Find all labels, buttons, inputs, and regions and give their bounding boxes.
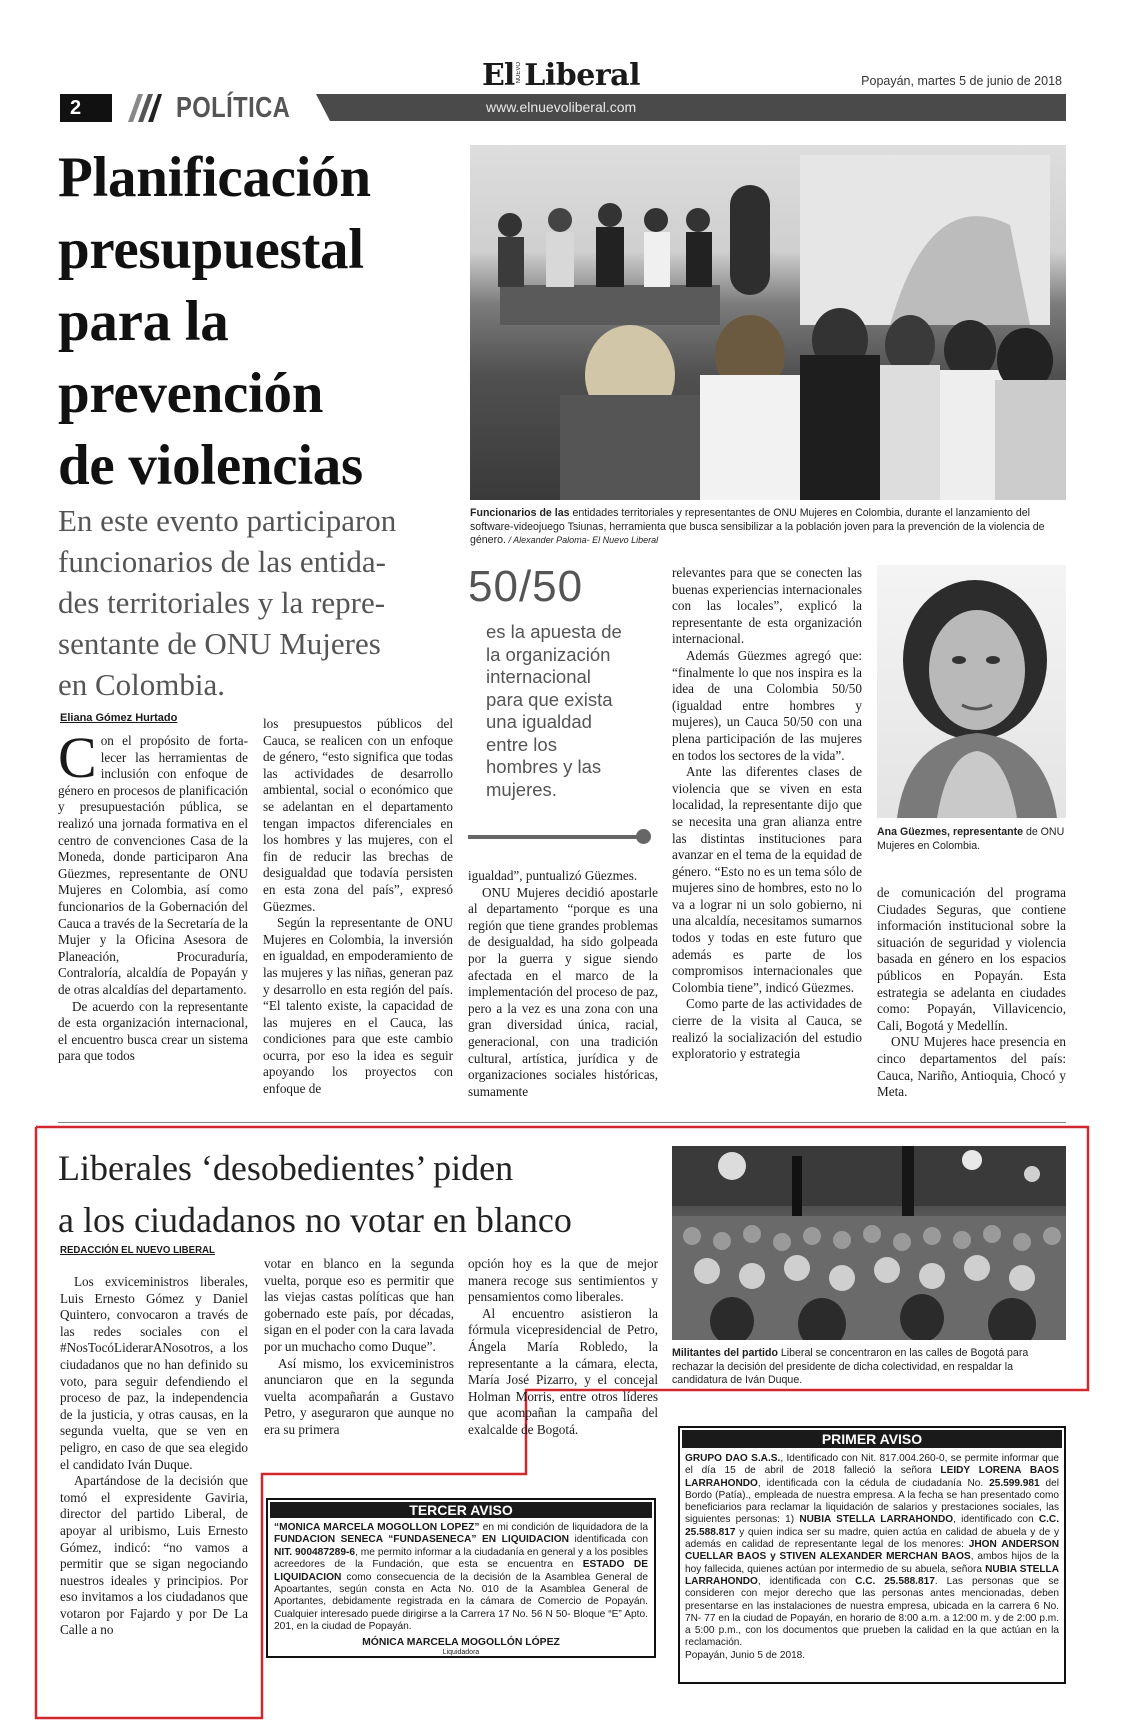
paragraph: opción hoy es la que de mejor manera recoge sus sentimientos y pensamientos como liberales. bbox=[468, 1256, 658, 1305]
paragraph: Ante las diferentes clases de violencia que se viven en esta localidad, la representante dijo que se necesita una gran alianza entre las distintas instituciones para avanzar en el tema de la equidad de género. “Esto no es un tema sólo de mujeres sino de hombres, esto no lo va a lograr ni un solo gobierno, ni una alcaldía, necesitamos sumarnos todos y todas en este futuro que además es parte de los compromisos internacionales que Colombia tiene”, indicó Güezmes. bbox=[672, 764, 862, 995]
paragraph-text: on el propósito de fortalecer las herramientas de inclusión con enfoque de género en procesos de planificación y presupuestación pública, se realizó una jornada formativa en el centro de convenciones Casa de la Moneda, donde participaron Ana Güezmes, representante de ONU Mujeres en Colombia, así como funcionarios de la Gobernación del Cauca a través de la Secretaría de la Mujer y la Oficina Asesora de Planeación, Procuraduría, Contraloría, alcaldía de Popayán y de otras alcaldías del departamento. bbox=[58, 733, 249, 997]
legal-notice-tercer bbox=[266, 1498, 656, 1658]
paragraph: Además Güezmes agregó que: “finalmente lo que nos inspira es la idea de una Colombia 50/50 (igualdad entre hombres y mujeres), un Cauca 50/50 con una plena participación de las mujeres en todos los sectores de la vida”. bbox=[672, 647, 862, 763]
notice-bold: ESTADO DE LIQUIDACION bbox=[274, 1559, 648, 1583]
notice-signature: MÓNICA MARCELA MOGOLLÓN LÓPEZ bbox=[362, 1636, 560, 1648]
notice-title: PRIMER AVISO bbox=[682, 1430, 1062, 1448]
rally-photo bbox=[672, 1146, 1066, 1340]
caption-lead: Funcionarios de las bbox=[470, 507, 570, 519]
quote-line: es la apuesta de bbox=[486, 621, 622, 642]
notice-text: identificada con bbox=[569, 1534, 648, 1546]
paragraph: ONU Mujeres decidió apostarle al departamento “porque es una región que tiene grandes problemas de desigualdad, ha sido golpeada por la guerra y sigue siendo afectada en el marco de la implementación del proceso de paz, pero a la vez es una zona con una gran diversidad única, racial, generacional, con una tradición cultural, artística, jurídica y de organizaciones sociales históricas, sumamente bbox=[468, 884, 658, 1099]
quote-line: la organización bbox=[486, 643, 611, 665]
quote-line: entre los bbox=[486, 733, 557, 755]
paragraph: los presupuestos públicos del Cauca, se realicen con un enfoque de género, “esto significa que todas las actividades de desarrollo ambiental, social o económico que se adelantan en el departamento tengan impactos diferenciales en los hombres y las mujeres, con el fin de reducir las brechas de desigualdad que todavía persisten en esta zona del país”, expresó Güezmes. bbox=[263, 716, 453, 914]
notice-text: , me permito informar a la ciudadanía en general y a los posibles acreedores de la Fundación, que esta se encuentra en bbox=[274, 1546, 648, 1571]
logo-el: El bbox=[482, 58, 515, 93]
paragraph: Así mismo, los exviceministros anunciaron que en la segunda vuelta acompañarán a Gustavo Petro, y aseguraron que aunque no era su primera bbox=[264, 1355, 454, 1437]
article2-title bbox=[58, 1142, 678, 1246]
portrait-caption-lead: Ana Güezmes, representante bbox=[877, 826, 1024, 838]
notice-text: como consecuencia de la decisión de la Asamblea General de Apoartantes, según consta en Acta No. 010 de la Asamblea General de Aportantes, debidamente registrada en la cámara de Comercio de Popayán. Cualquier interesado puede dirigirse a la Carrera 17 No. 56 N 50- Bloque “E” Apto. 201, en la ciudad de Popayán. bbox=[274, 1571, 648, 1633]
notice-text: , identificada con la cédula de ciudadanía No. bbox=[757, 1477, 990, 1489]
notice-bold: LEIDY LORENA BAOS LARRAHONDO bbox=[685, 1465, 1060, 1489]
title-line: presupuestal bbox=[58, 218, 364, 281]
notice-bold: NIT. 900487289-6 bbox=[274, 1546, 356, 1558]
notice-bold: C.C. 25.588.817 bbox=[685, 1514, 1060, 1538]
paragraph: Al encuentro asistieron la fórmula vicepresidencial de Petro, Ángela María Robledo, la representante a la cámara, electa, María José Pizarro, y el concejal Holman Morris, entre otros líderes que acompañan la campaña del exalcalde de Bogotá. bbox=[468, 1305, 658, 1437]
notice-body bbox=[680, 1450, 1064, 1662]
notice-text: , identificado con bbox=[953, 1514, 1039, 1526]
paragraph: Como parte de las actividades de cierre de la visita al Cauca, se realizó la socialización del estudio exploratorio y estrategia bbox=[672, 996, 862, 1062]
paragraph: De acuerdo con la representante de esta organización internacional, el encuentro busca crear un sistema para que todos bbox=[58, 998, 248, 1064]
title-line: de violencias bbox=[58, 434, 363, 497]
subtitle-line: funcionarios de las entida- bbox=[58, 544, 386, 579]
rally-caption-lead: Militantes del partido bbox=[672, 1347, 778, 1359]
notice-title: TERCER AVISO bbox=[270, 1502, 652, 1518]
notice-signature-role: Liquidadora bbox=[442, 1649, 480, 1657]
issue-date: Popayán, martes 5 de junio de 2018 bbox=[861, 74, 1062, 88]
notice-bold: NUBIA STELLA LARRAHONDO bbox=[685, 1563, 1059, 1587]
article2-column-1 bbox=[60, 1274, 248, 1639]
title-line: Planificación bbox=[58, 146, 371, 209]
page-number: 2 bbox=[60, 94, 112, 122]
quote-line: internacional bbox=[486, 666, 591, 687]
article2-byline: REDACCIÓN EL NUEVO LIBERAL bbox=[60, 1244, 215, 1256]
title-line: Liberales ‘desobedientes’ piden bbox=[58, 1148, 514, 1188]
photo-credit: / Alexander Paloma- El Nuevo Liberal bbox=[505, 535, 659, 545]
title-line: prevención bbox=[58, 362, 324, 425]
notice-text: , Identificado con Nit. 817.004.260-0, se permite informar que el día 15 de abril de 2018 falleció la señora bbox=[685, 1453, 1059, 1477]
article2-column-3 bbox=[468, 1256, 658, 1439]
notice-bold: GRUPO DAO S.A.S. bbox=[685, 1453, 781, 1464]
paragraph: igualdad”, puntualizó Güezmes. bbox=[468, 868, 638, 883]
quote-line: mujeres. bbox=[486, 778, 557, 800]
title-line: a los ciudadanos no votar en blanco bbox=[58, 1200, 572, 1240]
legal-notice-primer bbox=[678, 1426, 1066, 1684]
section-title: POLÍTICA bbox=[176, 92, 291, 124]
caption-text: entidades territoriales y representantes de ONU Mujeres en Colombia, durante el lanzamiento del software-videojuego Tsiunas, herramienta que busca sensibilizar a la población joven para la prevención de la violencia de género. bbox=[470, 507, 1045, 546]
quote-line: hombres y las bbox=[486, 756, 602, 777]
subtitle-line: en Colombia. bbox=[58, 667, 226, 702]
paragraph: Según la representante de ONU Mujeres en Colombia, la inversión en igualdad, en empoderamiento de las mujeres y las niñas, generan paz y desarrollo en esta región del país. “El talento existe, la capacidad de las mujeres en el Cauca, las condiciones para que este cambio ocurra, por eso la idea es seguir apoyando los proyectos con enfoque de bbox=[263, 915, 453, 1097]
rally-caption-text: Liberal se concentraron en las calles de Bogotá para rechazar la decisión del presidente de dicha colectividad, en respaldar la candidatura de Iván Duque. bbox=[672, 1347, 1029, 1386]
pull-quote-number: 50/50 bbox=[468, 562, 584, 611]
notice-bold: FUNDACION SENECA “FUNDASENECA” EN LIQUIDACION bbox=[274, 1534, 570, 1546]
paragraph: de comunicación del programa Ciudades Seguras, que contiene información institucional sobre la situación de seguridad y violencia basada en género en los espacios públicos en Popayán. Esta estrategia se adelanta en ciudades como: Popayán, Villavicencio, Cali, Bogotá y Medellín. bbox=[877, 885, 1066, 1033]
logo-nuevo: NUEVO bbox=[516, 62, 523, 84]
notice-bold: NUBIA STELLA LARRAHONDO bbox=[799, 1514, 954, 1526]
paragraph: Los exviceministros liberales, Luis Ernesto Gómez y Daniel Quintero, convocaron a través de las redes sociales con el #NosTocóLiderarANosotros, a los ciudadanos que no han definido su voto, para seguir defendiendo el proceso de paz, la independencia de la justicia, y otras causas, en la segunda vuelta, que se ven en peligro, en caso de que sea elegido el candidato Iván Duque. bbox=[60, 1274, 248, 1472]
subtitle-line: En este evento participaron bbox=[58, 503, 397, 538]
rally-photo-caption bbox=[672, 1347, 1066, 1388]
paragraph: relevantes para que se conecten las buenas experiencias internacionales con las locales”, explicó la representante de esta organización internacional. bbox=[672, 565, 862, 647]
notice-date: Popayán, Junio 5 de 2018. bbox=[685, 1649, 806, 1661]
notice-text: , identificada con bbox=[757, 1575, 856, 1587]
notice-bold: JHON ANDERSON CUELLAR BAOS y STIVEN ALEXANDER MERCHAN BAOS bbox=[685, 1539, 1059, 1563]
notice-bold: 25.599.981 bbox=[989, 1477, 1040, 1489]
paragraph: Apartándose de la decisión que tomó el expresidente Gaviria, director del partido Liberal, de apoyar al uribismo, Luis Ernesto Gómez, indicó: “no vamos a permitir que se sigan negociando nuestros ideales y principios. Por eso invitamos a los ciudadanos que votaron por Fajardo y por De La Calle a no bbox=[60, 1473, 248, 1638]
notice-text: y quien indica ser su madre, quien actúa en calidad de abuela y de y además en calidad de representante legal de los menores: bbox=[685, 1526, 1059, 1551]
rally-illustration bbox=[672, 1146, 1066, 1340]
notice-body bbox=[268, 1520, 654, 1634]
notice-bold: C.C. 25.588.817 bbox=[855, 1575, 935, 1587]
portrait-caption-text: de ONU Mujeres en Colombia. bbox=[877, 826, 1065, 852]
logo-liberal: Liberal bbox=[524, 58, 640, 93]
notice-text: , ambos hijos de la hoy fallecida, quienes actúan por intermedio de su abuela, señora bbox=[685, 1551, 1059, 1575]
paragraph: ONU Mujeres hace presencia en cinco departamentos del país: Cauca, Nariño, Antioquia, Chocó y Meta. bbox=[877, 1034, 1066, 1100]
title-line: para la bbox=[58, 290, 229, 353]
article2-column-2 bbox=[264, 1256, 454, 1439]
quote-line: para que exista bbox=[486, 688, 613, 710]
quote-line: una igualdad bbox=[486, 711, 592, 732]
notice-text: en mi condición de liquidadora de la bbox=[479, 1522, 648, 1533]
drop-cap: C bbox=[58, 725, 97, 790]
site-url[interactable]: www.elnuevoliberal.com bbox=[486, 99, 637, 115]
subtitle-line: sentante de ONU Mujeres bbox=[58, 626, 381, 661]
notice-text: del Bordo (Patía)., empleada de nuestra empresa. A la fecha se han presentado como beneficiarios para reclamar la liquidación de salarios y prestaciones sociales, las siguientes personas: 1) bbox=[685, 1477, 1059, 1526]
byline: Eliana Gómez Hurtado bbox=[60, 712, 178, 724]
notice-text: . Las personas que se consideren con mejor derecho que las personas antes mencionadas, deben presentarse en las instalaciones de nuestra empresa, ubicada en la carrera 6 No. 7N- 77 en la ciudad de Popayán, en horario de 8:00 a.m. a 12:00 m. y de 2:00 p.m. a 5:00 p.m., con los documentos que prueben la calidad en la que actúan en la reclamación. bbox=[685, 1575, 1060, 1649]
subtitle-line: des territoriales y la repre- bbox=[58, 585, 386, 620]
notice-bold: “MONICA MARCELA MOGOLLON LOPEZ” bbox=[274, 1522, 480, 1533]
paragraph: votar en blanco en la segunda vuelta, porque eso es permitir que las viejas castas políticas que han gobernado este país, por décadas, sigan en el poder con la cara lavada por un muchacho como Duque”. bbox=[264, 1256, 454, 1354]
